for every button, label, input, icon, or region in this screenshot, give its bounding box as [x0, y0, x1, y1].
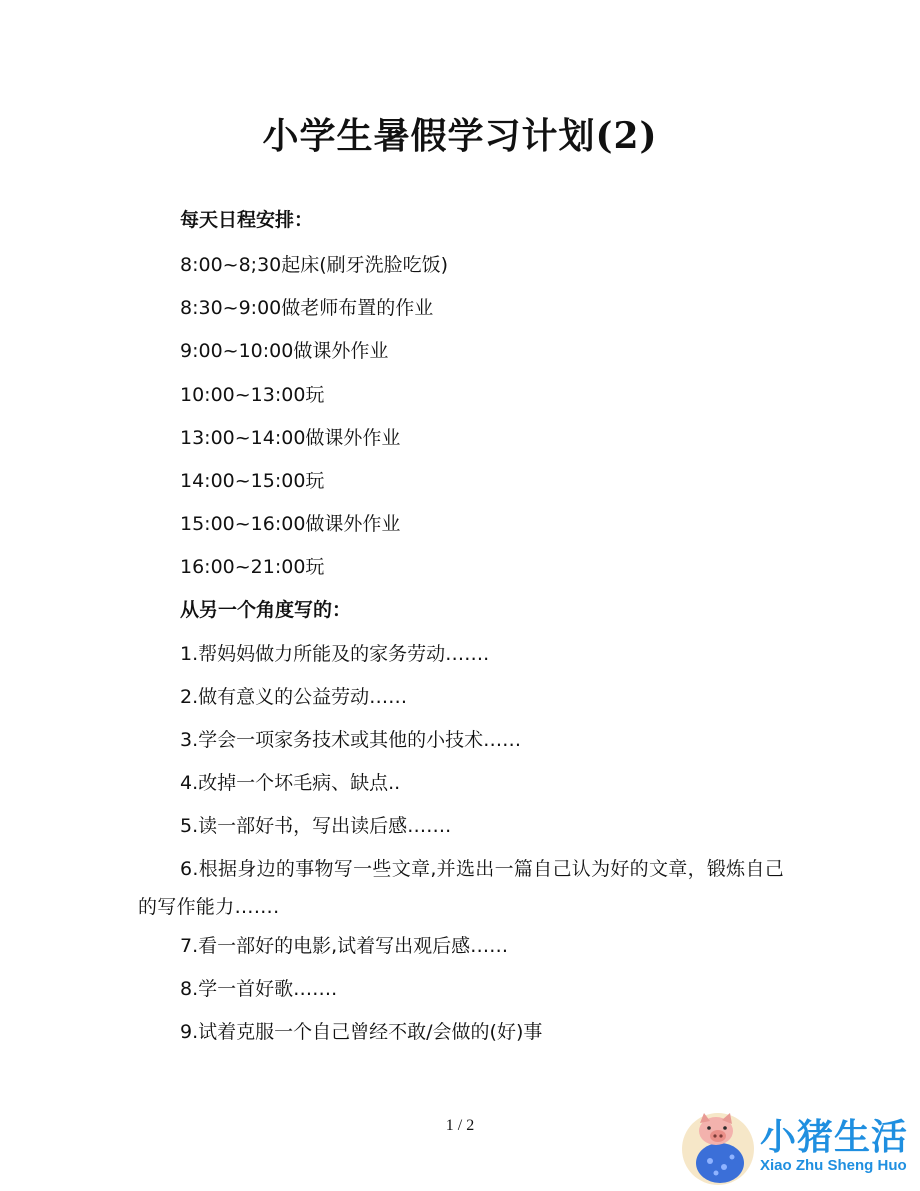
list-item-wrapped: 6.根据身边的事物写一些文章,并选出一篇自己认为好的文章，锻炼自己的写作能力…….	[138, 858, 785, 918]
brand-logo	[680, 1105, 916, 1187]
pig-mascot-icon	[680, 1105, 756, 1187]
schedule-item: 9:00~10:00做课外作业	[180, 340, 389, 362]
list-item: 3.学会一项家务技术或其他的小技术……	[180, 729, 522, 751]
page-number: 1 / 2	[445, 1117, 475, 1134]
list-item: 2.做有意义的公益劳动……	[180, 686, 408, 708]
schedule-item: 14:00~15:00玩	[180, 470, 325, 492]
schedule-item: 16:00~21:00玩	[180, 556, 325, 578]
schedule-heading: 每天日程安排：	[180, 209, 314, 231]
list-item: 4.改掉一个坏毛病、缺点..	[180, 772, 401, 794]
document-title: 小学生暑假学习计划(2)	[262, 115, 658, 157]
alt-heading: 从另一个角度写的：	[180, 599, 352, 621]
list-item: 1.帮妈妈做力所能及的家务劳动…….	[180, 643, 490, 665]
list-item: 7.看一部好的电影,试着写出观后感……	[180, 935, 509, 957]
schedule-item: 8:30~9:00做老师布置的作业	[180, 297, 434, 319]
list-item: 5.读一部好书，写出读后感…….	[180, 815, 452, 837]
schedule-item: 15:00~16:00做课外作业	[180, 513, 401, 535]
schedule-item: 8:00~8;30起床(刷牙洗脸吃饭)	[180, 254, 449, 276]
list-item: 8.学一首好歌…….	[180, 978, 338, 1000]
logo-text-cn: 小猪生活	[760, 1117, 909, 1158]
logo-text-en: Xiao Zhu Sheng Huo	[760, 1157, 907, 1174]
schedule-item: 13:00~14:00做课外作业	[180, 427, 401, 449]
list-item: 9.试着克服一个自己曾经不敢/会做的(好)事	[180, 1021, 543, 1043]
schedule-item: 10:00~13:00玩	[180, 384, 325, 406]
